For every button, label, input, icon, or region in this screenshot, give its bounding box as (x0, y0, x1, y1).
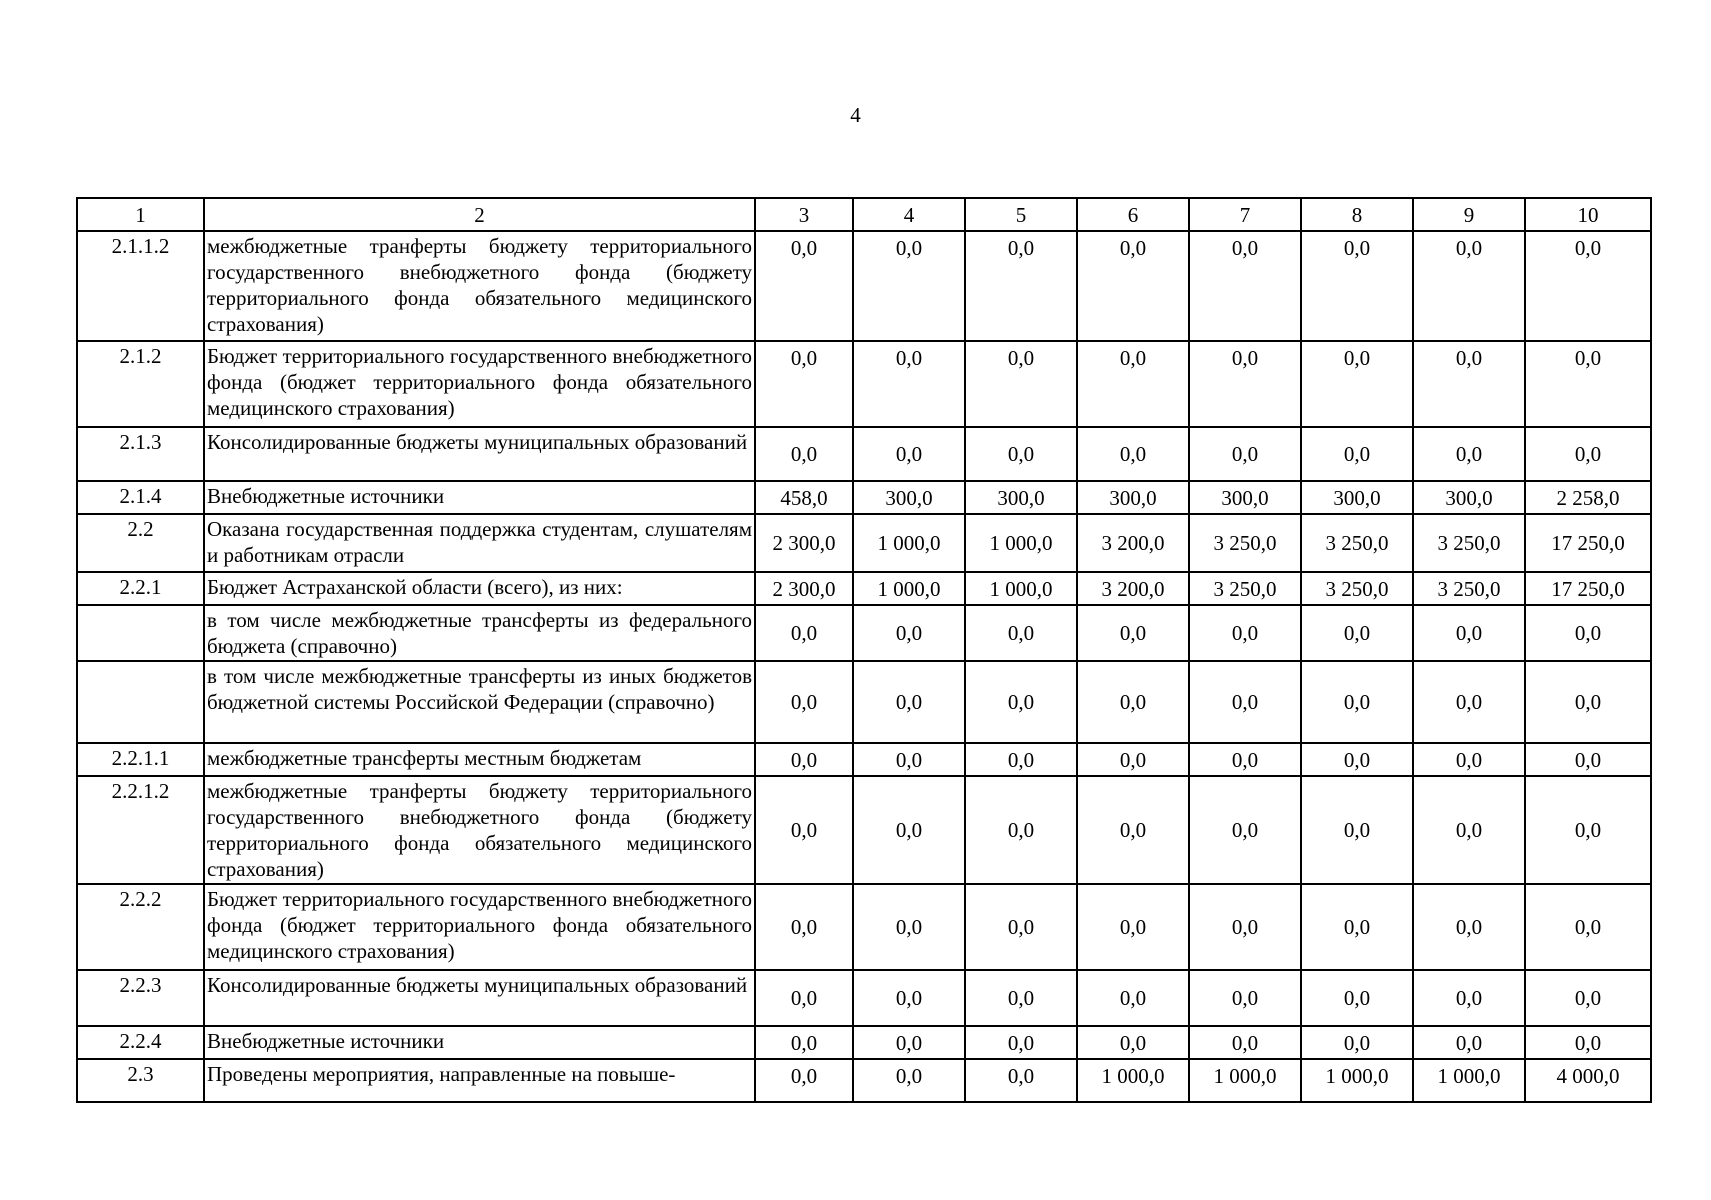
value-cell: 300,0 (1189, 481, 1301, 514)
value-cell: 300,0 (1077, 481, 1189, 514)
value-cell: 0,0 (1189, 884, 1301, 970)
row-name-cell: Проведены мероприятия, направленные на повыше- (204, 1059, 755, 1102)
value-cell: 0,0 (1189, 427, 1301, 481)
value-cell: 0,0 (1525, 776, 1651, 884)
value-cell: 3 200,0 (1077, 572, 1189, 605)
value-cell: 3 250,0 (1301, 514, 1413, 572)
budget-table (76, 197, 1652, 1103)
row-name-cell: межбюджетные транферты бюджету территориального государственного внебюджетного фонда (бюджету территориального фонда обязательного медицинского страхования) (204, 776, 755, 884)
value-cell: 1 000,0 (1413, 1059, 1525, 1102)
value-cell: 1 000,0 (853, 572, 965, 605)
value-cell: 0,0 (1413, 884, 1525, 970)
table-row (77, 572, 1651, 605)
value-cell: 0,0 (965, 884, 1077, 970)
table-row (77, 1026, 1651, 1059)
value-cell: 0,0 (965, 661, 1077, 743)
value-cell: 0,0 (965, 605, 1077, 661)
row-name-cell: Бюджет территориального государственного внебюджетного фонда (бюджет территориального фонда обязательного медицинского страхования) (204, 884, 755, 970)
table-row (77, 427, 1651, 481)
row-name-cell: межбюджетные транферты бюджету территориального государственного внебюджетного фонда (бюджету территориального фонда обязательного медицинского страхования) (204, 231, 755, 341)
row-name-cell: межбюджетные трансферты местным бюджетам (204, 743, 755, 776)
value-cell: 0,0 (1413, 1026, 1525, 1059)
value-cell: 0,0 (853, 1026, 965, 1059)
value-cell: 0,0 (1077, 661, 1189, 743)
value-cell: 0,0 (853, 970, 965, 1026)
row-code-cell: 2.2.1.2 (77, 776, 204, 884)
row-name-cell: в том числе межбюджетные трансферты из иных бюджетов бюджетной системы Российской Федерации (справочно) (204, 661, 755, 743)
column-header: 3 (755, 198, 853, 231)
row-code-cell: 2.2.1 (77, 572, 204, 605)
value-cell: 0,0 (965, 427, 1077, 481)
value-cell: 0,0 (1077, 427, 1189, 481)
value-cell: 0,0 (965, 743, 1077, 776)
value-cell: 1 000,0 (965, 572, 1077, 605)
row-code-cell: 2.2.4 (77, 1026, 204, 1059)
value-cell: 0,0 (755, 231, 853, 341)
column-header: 10 (1525, 198, 1651, 231)
value-cell: 0,0 (1301, 884, 1413, 970)
table-row (77, 514, 1651, 572)
value-cell: 0,0 (1189, 341, 1301, 427)
value-cell: 0,0 (1413, 231, 1525, 341)
value-cell: 0,0 (1413, 776, 1525, 884)
value-cell: 0,0 (965, 776, 1077, 884)
value-cell: 0,0 (1189, 970, 1301, 1026)
value-cell: 0,0 (1301, 743, 1413, 776)
value-cell: 0,0 (1189, 231, 1301, 341)
value-cell: 0,0 (1301, 776, 1413, 884)
page-number: 4 (850, 103, 861, 127)
value-cell: 0,0 (965, 341, 1077, 427)
value-cell: 0,0 (755, 743, 853, 776)
table-row (77, 661, 1651, 743)
value-cell: 0,0 (755, 661, 853, 743)
row-name-cell: в том числе межбюджетные трансферты из федерального бюджета (справочно) (204, 605, 755, 661)
row-code-cell: 2.3 (77, 1059, 204, 1102)
value-cell: 0,0 (1413, 427, 1525, 481)
value-cell: 0,0 (1413, 970, 1525, 1026)
value-cell: 0,0 (1413, 605, 1525, 661)
value-cell: 4 000,0 (1525, 1059, 1651, 1102)
row-name-cell: Бюджет территориального государственного внебюджетного фонда (бюджет территориального фонда обязательного медицинского страхования) (204, 341, 755, 427)
value-cell: 0,0 (755, 1059, 853, 1102)
value-cell: 0,0 (853, 661, 965, 743)
value-cell: 0,0 (1525, 743, 1651, 776)
value-cell: 300,0 (1301, 481, 1413, 514)
value-cell: 0,0 (1525, 1026, 1651, 1059)
column-header: 8 (1301, 198, 1413, 231)
column-header: 4 (853, 198, 965, 231)
value-cell: 0,0 (1189, 661, 1301, 743)
row-code-cell: 2.2.3 (77, 970, 204, 1026)
column-header: 2 (204, 198, 755, 231)
value-cell: 1 000,0 (1077, 1059, 1189, 1102)
value-cell: 0,0 (1077, 231, 1189, 341)
value-cell: 0,0 (1413, 341, 1525, 427)
row-name-cell: Внебюджетные источники (204, 1026, 755, 1059)
row-code-cell: 2.2 (77, 514, 204, 572)
value-cell: 0,0 (853, 427, 965, 481)
row-name-cell: Консолидированные бюджеты муниципальных образований (204, 427, 755, 481)
value-cell: 0,0 (1077, 884, 1189, 970)
value-cell: 0,0 (755, 776, 853, 884)
table-body (77, 198, 1651, 1102)
value-cell: 300,0 (853, 481, 965, 514)
value-cell: 0,0 (1189, 605, 1301, 661)
table-row (77, 970, 1651, 1026)
table-row (77, 341, 1651, 427)
column-header: 5 (965, 198, 1077, 231)
table-row (77, 1059, 1651, 1102)
value-cell: 2 300,0 (755, 572, 853, 605)
value-cell: 2 300,0 (755, 514, 853, 572)
value-cell: 0,0 (853, 605, 965, 661)
value-cell: 0,0 (1077, 1026, 1189, 1059)
value-cell: 0,0 (1413, 661, 1525, 743)
value-cell: 0,0 (853, 1059, 965, 1102)
value-cell: 0,0 (965, 231, 1077, 341)
value-cell: 3 250,0 (1413, 514, 1525, 572)
table-row (77, 231, 1651, 341)
value-cell: 0,0 (1301, 1026, 1413, 1059)
row-code-cell (77, 661, 204, 743)
value-cell: 1 000,0 (1189, 1059, 1301, 1102)
table-row (77, 481, 1651, 514)
column-header: 7 (1189, 198, 1301, 231)
value-cell: 3 250,0 (1189, 572, 1301, 605)
value-cell: 300,0 (1413, 481, 1525, 514)
value-cell: 3 250,0 (1413, 572, 1525, 605)
column-header: 6 (1077, 198, 1189, 231)
value-cell: 0,0 (853, 884, 965, 970)
row-code-cell: 2.2.2 (77, 884, 204, 970)
value-cell: 0,0 (1077, 743, 1189, 776)
value-cell: 0,0 (755, 341, 853, 427)
value-cell: 0,0 (755, 884, 853, 970)
value-cell: 0,0 (1525, 970, 1651, 1026)
value-cell: 0,0 (1301, 605, 1413, 661)
row-name-cell: Консолидированные бюджеты муниципальных образований (204, 970, 755, 1026)
value-cell: 0,0 (853, 776, 965, 884)
value-cell: 0,0 (1077, 605, 1189, 661)
table-header-row (77, 198, 1651, 231)
value-cell: 0,0 (1077, 776, 1189, 884)
value-cell: 0,0 (1301, 341, 1413, 427)
value-cell: 0,0 (1413, 743, 1525, 776)
value-cell: 0,0 (853, 743, 965, 776)
value-cell: 2 258,0 (1525, 481, 1651, 514)
row-code-cell: 2.1.4 (77, 481, 204, 514)
value-cell: 0,0 (965, 1059, 1077, 1102)
row-code-cell: 2.1.3 (77, 427, 204, 481)
value-cell: 0,0 (755, 427, 853, 481)
table-row (77, 776, 1651, 884)
value-cell: 3 200,0 (1077, 514, 1189, 572)
row-code-cell: 2.1.1.2 (77, 231, 204, 341)
value-cell: 458,0 (755, 481, 853, 514)
value-cell: 0,0 (1077, 341, 1189, 427)
value-cell: 0,0 (755, 970, 853, 1026)
value-cell: 0,0 (1189, 1026, 1301, 1059)
value-cell: 0,0 (1189, 776, 1301, 884)
value-cell: 17 250,0 (1525, 572, 1651, 605)
row-name-cell: Внебюджетные источники (204, 481, 755, 514)
value-cell: 0,0 (1525, 884, 1651, 970)
row-code-cell: 2.1.2 (77, 341, 204, 427)
value-cell: 3 250,0 (1189, 514, 1301, 572)
value-cell: 0,0 (965, 1026, 1077, 1059)
value-cell: 0,0 (1525, 341, 1651, 427)
value-cell: 0,0 (1189, 743, 1301, 776)
value-cell: 0,0 (1525, 661, 1651, 743)
column-header: 1 (77, 198, 204, 231)
value-cell: 17 250,0 (1525, 514, 1651, 572)
table-row (77, 884, 1651, 970)
value-cell: 1 000,0 (853, 514, 965, 572)
value-cell: 1 000,0 (965, 514, 1077, 572)
value-cell: 0,0 (965, 970, 1077, 1026)
value-cell: 0,0 (1301, 427, 1413, 481)
value-cell: 0,0 (1301, 970, 1413, 1026)
row-name-cell: Бюджет Астраханской области (всего), из них: (204, 572, 755, 605)
value-cell: 0,0 (1525, 605, 1651, 661)
value-cell: 0,0 (853, 341, 965, 427)
value-cell: 3 250,0 (1301, 572, 1413, 605)
value-cell: 0,0 (853, 231, 965, 341)
value-cell: 0,0 (755, 605, 853, 661)
row-code-cell (77, 605, 204, 661)
value-cell: 0,0 (1525, 427, 1651, 481)
value-cell: 1 000,0 (1301, 1059, 1413, 1102)
row-code-cell: 2.2.1.1 (77, 743, 204, 776)
table-row (77, 743, 1651, 776)
value-cell: 0,0 (1077, 970, 1189, 1026)
value-cell: 0,0 (1301, 231, 1413, 341)
row-name-cell: Оказана государственная поддержка студентам, слушателям и работникам отрасли (204, 514, 755, 572)
value-cell: 0,0 (1301, 661, 1413, 743)
table-row (77, 605, 1651, 661)
value-cell: 0,0 (755, 1026, 853, 1059)
column-header: 9 (1413, 198, 1525, 231)
value-cell: 300,0 (965, 481, 1077, 514)
value-cell: 0,0 (1525, 231, 1651, 341)
